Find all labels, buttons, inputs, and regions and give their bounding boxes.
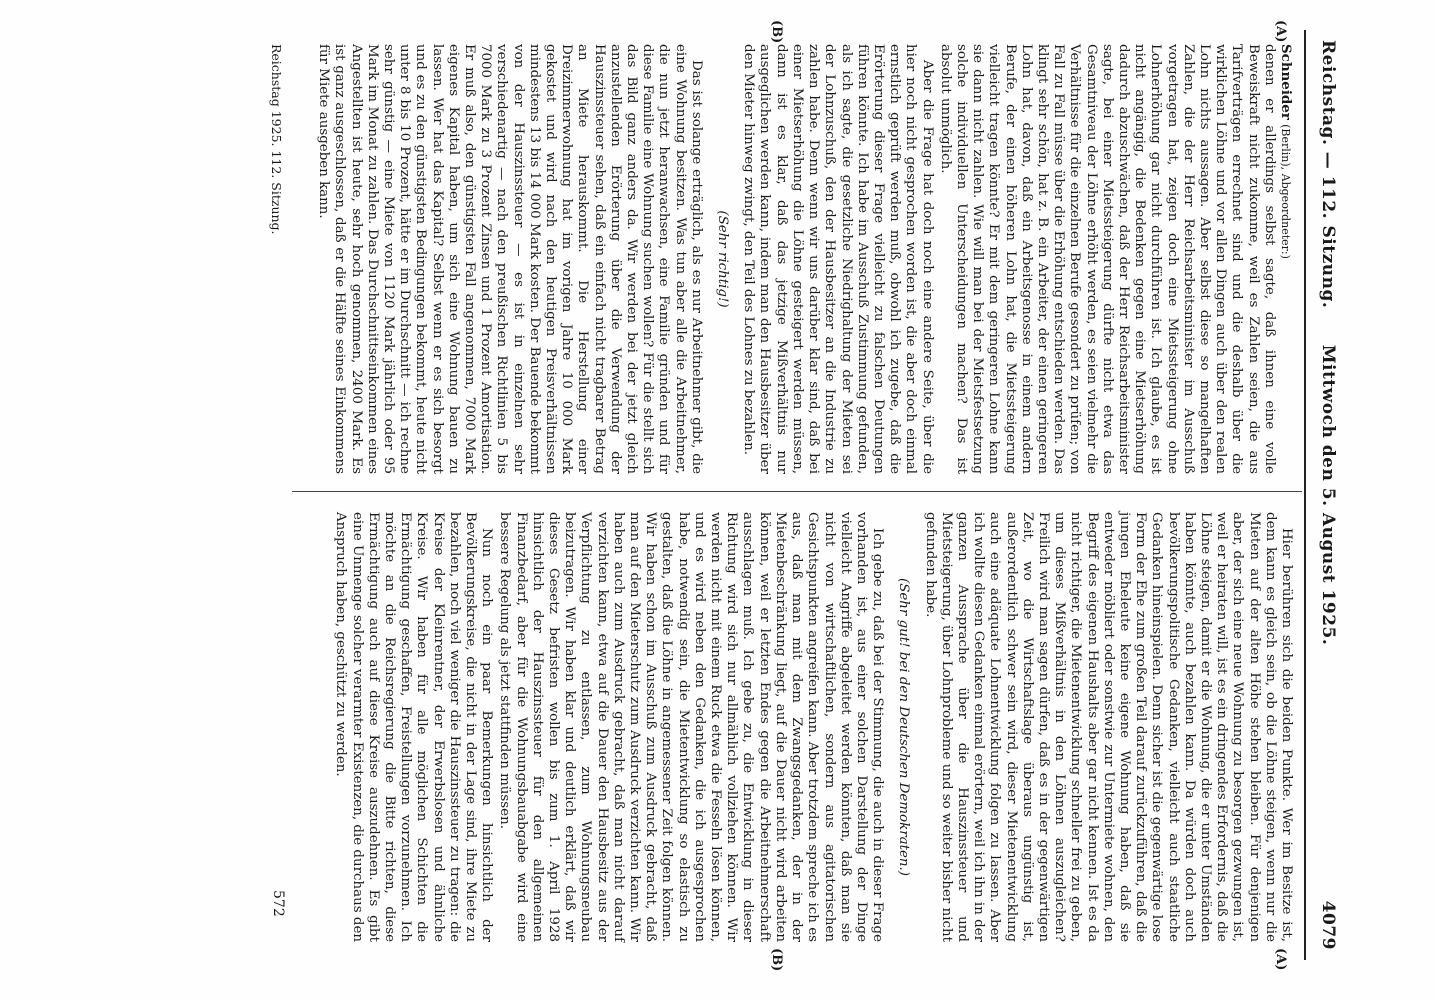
margin-marker-b-left: (B)	[769, 20, 784, 44]
right-paragraph-2: Ich gebe zu, daß bei der Stimmung, die auch in dieser Frage vorhanden ist, aus einer solchen Darstellung der Dinge vielleicht Angriffe abgeleitet werden könnten, daß man sie nicht von wirtschaftlichen, sondern aus agitatorischen Gesichtspunkten angreifen kann. Aber trotzdem spreche ich es aus, daß man mit dem Zwangsgedanken, der in der Mietenbeschränkung liegt, auf die Dauer nicht wird arbeiten können, weil er letzten Endes gegen die Arbeitnehmerschaft ausschlagen muß. Ich gebe zu, die Entwicklung in dieser Richtung wird sich nur allmählich vollziehen können. Wir werden nicht mit einem Ruck etwa die Fesseln lösen können, und es wird neben den Gedanken, die ich ausgesprochen habe, notwendig sein, die Mietentwicklung so elastisch zu gestalten, daß die Löhne in angemessener Zeit folgen können. Wir haben schon im Ausschuß zum Ausdruck gebracht, daß man auf den Mieterschutz zum Ausdruck verzichten kann. Wir haben auch zum Ausdruck gebracht, daß man nicht darauf verzichten kann, etwa auf die Dauer den Hausbesitz aus der Verpflichtung zu entlassen, zum Wohnungsneubau beizutragen. Wir haben klar und deutlich erklärt, daß wir dieses Gesetz befristen wollen bis zum 1. April 1928 hinsichtlich der Hauszinssteuer für den allgemeinen Finanzbedarf, aber für die Wohnungsbauabgabe wird eine bessere Regelung als jetzt stattfinden müssen.	[497, 512, 886, 942]
header-rule	[1304, 30, 1306, 960]
left-interjection: (Sehr richtig!)	[715, 210, 731, 308]
margin-marker-a-right: (A)	[1273, 948, 1288, 971]
margin-marker-a-left: (A)	[1273, 20, 1288, 43]
left-column	[313, 44, 1294, 474]
speaker-name: Schneider	[1278, 44, 1294, 120]
right-column	[330, 512, 1294, 942]
header-date: Mittwoch den 5. August 1925.	[1318, 344, 1338, 646]
column-divider	[292, 491, 1302, 492]
footer-page-number: 572	[270, 890, 286, 917]
speaker-note: (Berlin), Abgeordneter:)	[1279, 124, 1292, 259]
page-number-top: 4079	[1318, 900, 1338, 950]
right-interjection: (Sehr gut! bei den Deutschen Demokraten.)	[896, 577, 912, 877]
footer-left: Reichstag 1925. 112. Sitzung.	[269, 44, 284, 235]
header-left: Reichstag. — 112. Sitzung.	[1318, 40, 1338, 309]
left-paragraph-1: denen er allerdings selbst sagte, daß ihnen eine volle Beweiskraft nicht zukomme, weil es Zahlen seien, die aus Tarifverträgen errechnet sind und die deshalb über die wirklichen Löhne und vor allen Dingen auch über den realen Lohn nichts aussagen. Aber selbst diese so mangelhaften Zahlen, die der Herr Reichsarbeitsminister im Ausschuß vorgetragen hat, zeigen doch eine Mietssteigerung ohne Lohnerhöhung gar nicht durchführen ist. Ich glaube, es ist nicht angängig, die Bedenken gegen eine Mietserhöhung dadurch abzuschwächen, daß der Herr Reichsarbeitsminister sagte, bei einer Mietssteigerung dürfte nicht etwa das Gesamtniveau der Löhne erhöht werden, es seien vielmehr die Verhältnisse für die einzelnen Berufe gesondert zu prüfen; von Fall zu Fall müsse über die Erhöhung entschieden werden. Das klingt sehr schön, hat z. B. ein Arbeiter, der einen geringeren Lohn hat, davon, daß ein Arbeitsgenosse in einem andern Berufe, der einen höheren Lohn hat, die Mietssteigerung vielleicht tragen könnte? Er mit dem geringeren Lohne kann sie dann nicht zahlen. Wie will man bei der Mietsfestsetzung solche individuellen Unterscheidungen machen? Das ist absolut unmöglich.	[937, 44, 1277, 474]
right-paragraph-1: Hier berühren sich die beiden Punkte. Wer im Besitze ist, dem kann es gleich sein, ob die Löhne steigen, wenn nur die Mieten auf der alten Höhe stehen bleiben. Für denjenigen aber, der sich eine neue Wohnung zu besorgen gezwungen ist, weil er heiraten will, ist es ein dringendes Erfordernis, daß die Löhne steigen, damit er die Wohnung, die er unter Umständen haben könnte, auch bezahlen kann. Da würden doch auch bevölkerungspolitische Gedanken, vielleicht auch staatliche Gedanken hineinspielen. Denn sicher ist die gegenwärtige lose Form der Ehe zum großen Teil darauf zurückzuführen, daß die jungen Eheleute keine eigene Wohnung haben, daß sie entweder möbliert oder sonstwie zur Untermiete wohnen, den Begriff des eigenen Haushalts aber gar nicht kennen. Ist es da nicht richtiger, die Mietenentwicklung schneller frei zu geben, um dieses Mißverhältnis in den Löhnen auszugleichen? Freilich wird man sagen dürfen, daß es in der gegenwärtigen Zeit, wo die Wirtschaftslage überaus ungünstig ist, außerordentlich schwer sein wird, dieser Mietenentwicklung auch eine adäquate Lohnentwicklung folgen zu lassen. Aber ich wollte diesen Gedanken einmal erörtern, weil ich ihn in der ganzen Aussprache über die Hauszinssteuer und Mietsteigerung, über Lohnprobleme und so weiter bisher nicht gefunden habe.	[922, 512, 1294, 942]
left-paragraph-2: Aber die Frage hat doch noch eine andere Seite, über die hier noch nicht gesprochen worden ist, die aber doch einmal ernstlich geprüft werden muß, obwohl ich zugebe, daß die Erörterung dieser Frage vielleicht zu falschen Deutungen führen könnte. Ich habe im Ausschuß Zustimmung gefunden, als ich sagte, die gesetzliche Niedrighaltung der Mieten sei der Lohnzuschuß, den der Hausbesitzer an die Industrie zu zahlen habe. Denn wenn wir uns darüber klar sind, daß bei einer Mietserhöhung die Löhne gesteigert werden müssen, dann ist es klar, daß das jetzige Mißverhältnis nur ausgeglichen werden kann, indem man den Hausbesitzer über den Mieter hinweg zwingt, den Teil des Lohnes zu bezahlen.	[741, 44, 935, 474]
running-header	[1310, 40, 1338, 950]
left-paragraph-3: Das ist solange erträglich, als es nur Arbeitnehmer gibt, die eine Wohnung besitzen. Was tun aber alle die Arbeitnehmer, die nun jetzt heranwachsen, eine Familie gründen und für diese Familie eine Wohnung suchen wollen? Für die stellt sich das Bild ganz anders da. Wir werden bei der jetzt gleich anzustellenden Erörterung über die Verwendung der Hauszinssteuer sehen, daß ein einfach nicht tragbarer Betrag an Miete herauskommt. Die Herstellung einer Dreizimmerwohnung hat im vorigen Jahre 10 000 Mark gekostet und wird nach den heutigen Preisverhältnissen mindestens 13 bis 14 000 Mark kosten. Der Bauende bekommt von der Hauszinssteuer — es ist in einzelnen sehr verschiedenartig — nach den preußischen Richtlinien 5 bis 7000 Mark zu 3 Prozent Zinsen und 1 Prozent Amortisation. Er muß also, den günstigsten Fall angenommen, 7000 Mark eigenes Kapital haben, um sich eine Wohnung bauen zu lassen. Wer hat das Kapital? Selbst wenn er es sich besorgt und es zu den günstigsten Bedingungen bekommt, heute nicht unter 8 bis 10 Prozent, hätte er im Durchschnitt — ich rechne sehr günstig — eine Miete von 1120 Mark jährlich oder 95 Mark im Monat zu zahlen. Das Durchschnittseinkommen eines Angestellten ist heute, sehr hoch genommen, 2400 Mark. Es ist ganz ausgeschlossen, daß er die Hälfte seines Einkommens für Miete ausgeben kann.	[316, 44, 704, 474]
margin-marker-b-right: (B)	[769, 948, 784, 972]
right-paragraph-3: Nun noch ein paar Bemerkungen hinsichtlich der Bevölkerungskreise, die nicht in der Lage sind, ihre Miete zu bezahlen, noch viel weniger die Hauszinssteuer zu tragen: die Kreise der Kleinrentner, der Erwerbslosen und ähnliche Kreise. Wir haben für alle möglichen Schichten die Ermächtigung geschaffen, Freistellungen vorzunehmen. Ich möchte an die Reichsregierung die Bitte richten, diese Ermächtigung auch auf diese Kreise auszudehnen. Es gibt eine Unmenge solcher verarmter Existenzen, die durchaus den Anspruch haben, geschützt zu werden.	[333, 512, 495, 942]
